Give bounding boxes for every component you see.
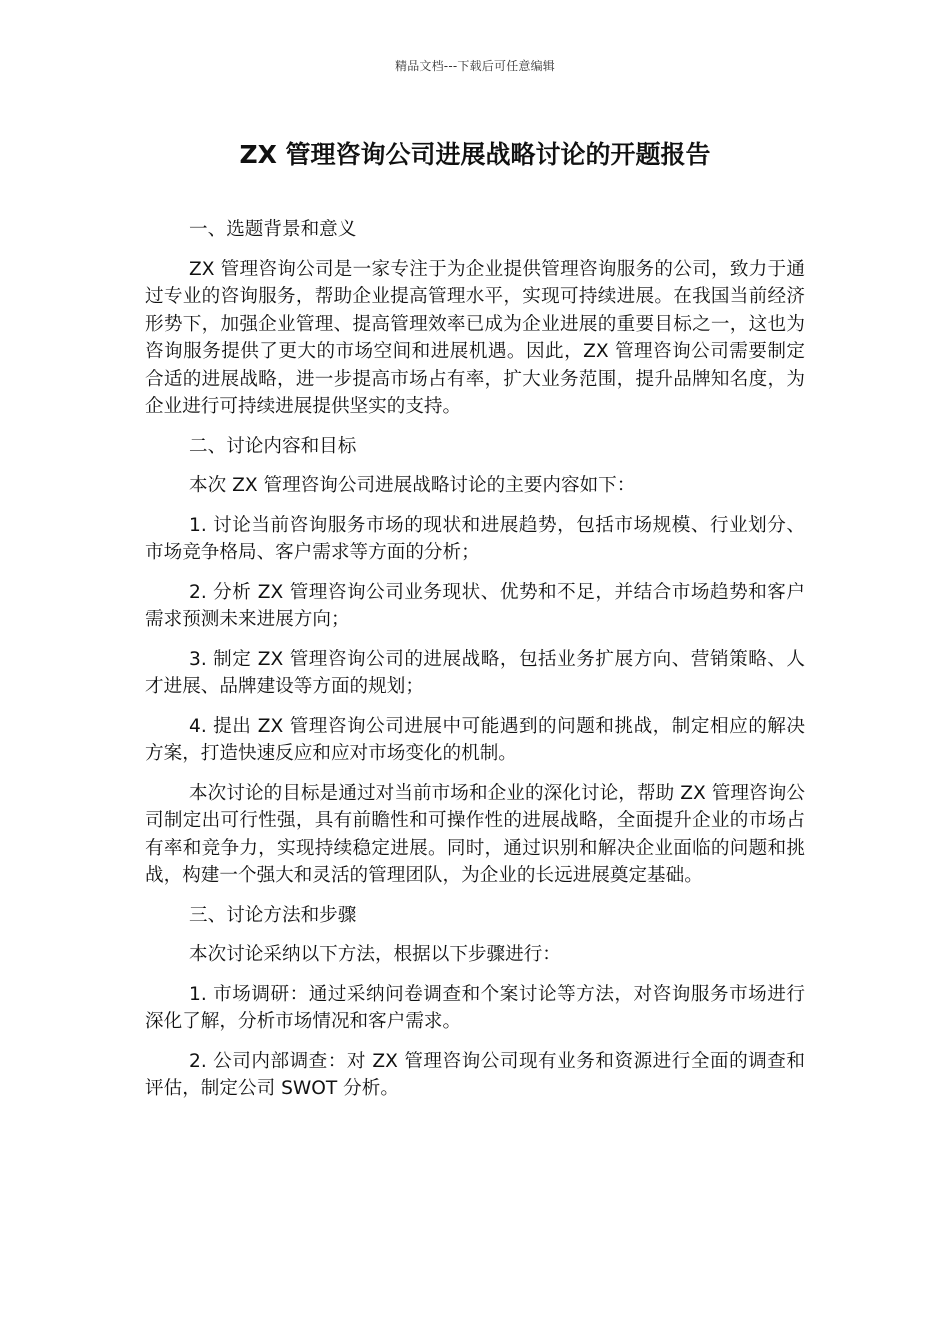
list-item-content-2: 2. 分析 ZX 管理咨询公司业务现状、优势和不足，并结合市场趋势和客户需求预测未来进展方向；	[145, 581, 805, 630]
list-item-content-3: 3. 制定 ZX 管理咨询公司的进展战略，包括业务扩展方向、营销策略、人才进展、品牌建设等方面的规划；	[145, 648, 805, 697]
paragraph-methods-intro: 本次讨论采纳以下方法，根据以下步骤进行：	[189, 944, 561, 965]
header-note: 精品文档---下载后可任意编辑	[395, 59, 555, 73]
document-body	[145, 216, 805, 1115]
section-heading-content-goals: 二、讨论内容和目标	[189, 435, 357, 457]
list-item-content-4: 4. 提出 ZX 管理咨询公司进展中可能遇到的问题和挑战，制定相应的解决方案，打造快速反应和应对市场变化的机制。	[145, 715, 805, 764]
paragraph-background: ZX 管理咨询公司是一家专注于为企业提供管理咨询服务的公司，致力于通过专业的咨询服务，帮助企业提高管理水平，实现可持续进展。在我国当前经济形势下，加强企业管理、提高管理效率已成为企业进展的重要目标之一，这也为咨询服务提供了更大的市场空间和进展机遇。因此，ZX 管理咨询公司需要制定合适的进展战略，进一步提高市场占有率，扩大业务范围，提升品牌知名度，为企业进行可持续进展提供坚实的支持。	[145, 258, 805, 417]
list-item-content-1: 1. 讨论当前咨询服务市场的现状和进展趋势，包括市场规模、行业划分、市场竞争格局、客户需求等方面的分析；	[145, 514, 805, 563]
paragraph-goals: 本次讨论的目标是通过对当前市场和企业的深化讨论，帮助 ZX 管理咨询公司制定出可行性强，具有前瞻性和可操作性的进展战略，全面提升企业的市场占有率和竞争力，实现持续稳定进展。同时，通过识别和解决企业面临的问题和挑战，构建一个强大和灵活的管理团队，为企业的长远进展奠定基础。	[145, 782, 805, 886]
paragraph-content-intro: 本次 ZX 管理咨询公司进展战略讨论的主要内容如下：	[189, 475, 636, 496]
section-heading-methods: 三、讨论方法和步骤	[189, 904, 357, 926]
section-heading-background: 一、选题背景和意义	[189, 219, 357, 240]
list-item-method-1: 1. 市场调研：通过采纳问卷调查和个案讨论等方法，对咨询服务市场进行深化了解，分析市场情况和客户需求。	[145, 983, 805, 1032]
list-item-method-2: 2. 公司内部调查：对 ZX 管理咨询公司现有业务和资源进行全面的调查和评估，制定公司 SWOT 分析。	[145, 1050, 805, 1099]
document-title: ZX 管理咨询公司进展战略讨论的开题报告	[239, 140, 711, 169]
